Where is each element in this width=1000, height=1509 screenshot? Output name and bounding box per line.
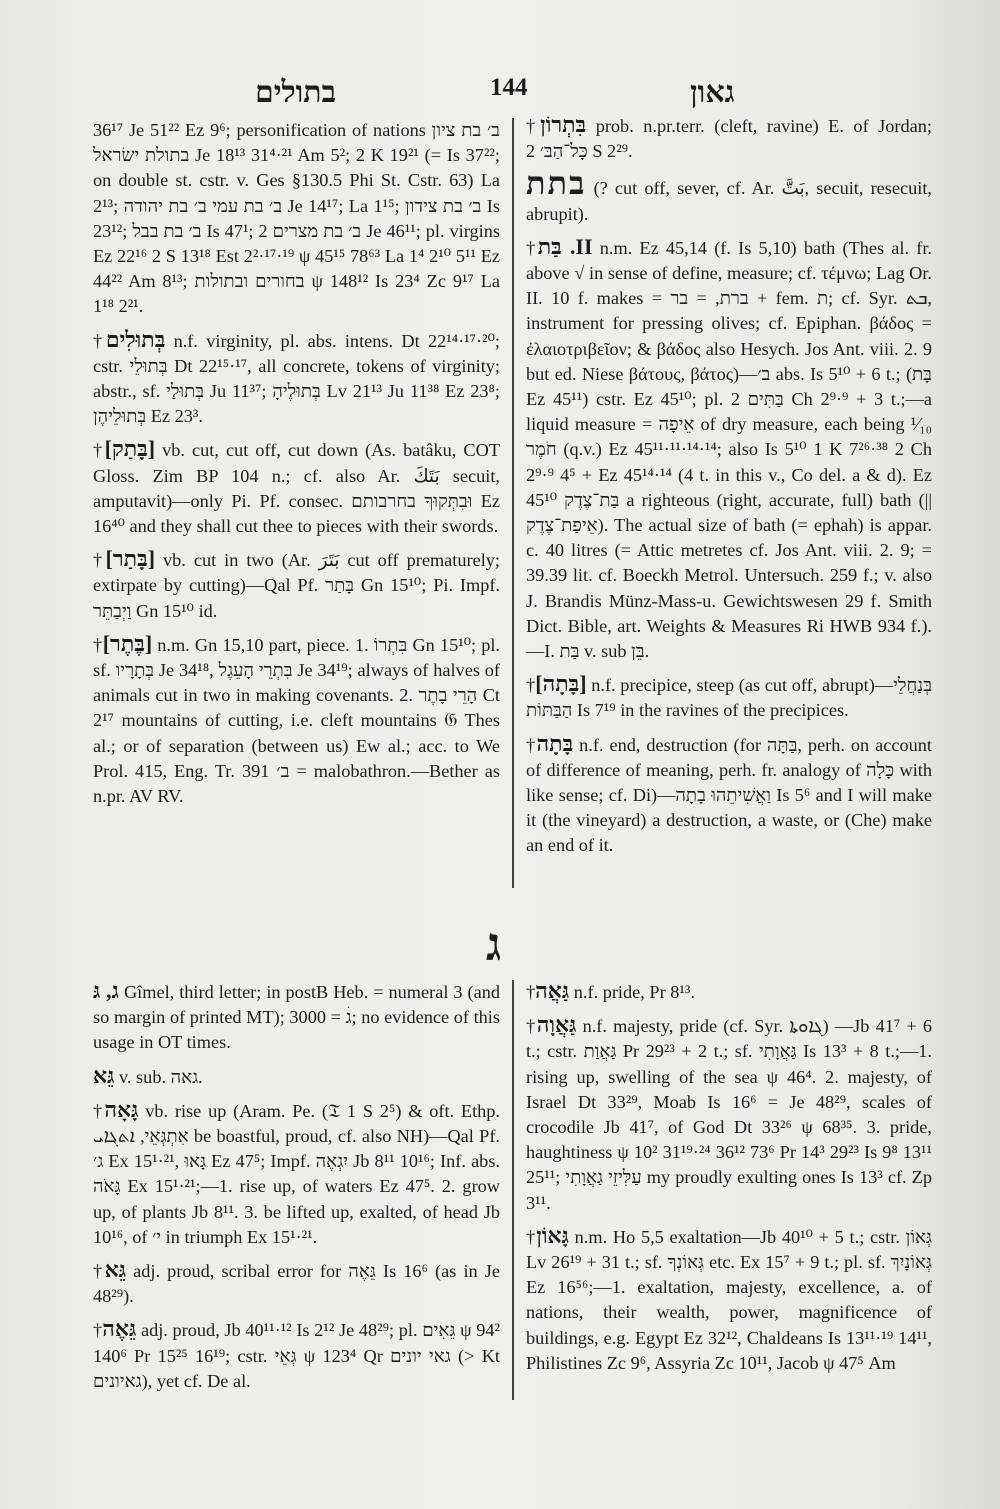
entry-text: v. sub. גאה. bbox=[118, 1066, 203, 1087]
dagger: † bbox=[526, 1016, 537, 1037]
entry bbox=[93, 546, 500, 624]
entry bbox=[93, 631, 500, 809]
entry-headword: [בָּתַר] bbox=[105, 546, 156, 572]
entry-headword: בָּתָה bbox=[536, 730, 574, 756]
dagger: † bbox=[93, 330, 106, 351]
entry-headword: גַּאֲוָה bbox=[536, 1012, 577, 1038]
entry bbox=[93, 1063, 500, 1090]
dagger: † bbox=[93, 1320, 103, 1341]
entry-text: n.f. precipice, steep (as cut off, abrupt)—בְּנַחֲלֵי הַבַּתּוֹת Is 7¹⁹ in the ravines of the precipices. bbox=[526, 675, 933, 721]
entry-text: 36¹⁷ Je 51²² Ez 9⁶; personification of nations ב׳ בת ציון בתולת ישׂראל Je 18¹³ 31⁴·²¹ Am 5²; 2 K 19²¹ (= Is 37²²; on double st. cstr. v. Ges §130.5 Phi St. Cstr. 63) La 2¹³; ב׳ בת עמי ב׳ בת יהודה Je 14¹⁷; La 1¹⁵; ב׳ בת צידון Is 23¹²; ב׳ בת בבל Is 47¹; ב׳ בת מצרים 2 Je 46¹¹; pl. virgins Ez 22¹⁶ 2 S 13¹⁸ Est 2²·¹⁷·¹⁹ ψ 45¹⁵ 78⁶³ La 1⁴ 2¹⁰ 5¹¹ Ez 44²² Am 8¹³; בחורים ובתולות ψ 148¹² Is 23⁴ Zc 9¹⁷ La 1¹⁸ 2²¹. bbox=[93, 120, 500, 317]
page-header bbox=[90, 64, 920, 114]
entry bbox=[93, 1097, 500, 1250]
page-number: 144 bbox=[490, 74, 528, 101]
entry-text: (? cut off, sever, cf. Ar. بَتَّ, secuit, resecuit, abrupit). bbox=[526, 178, 933, 224]
entry-text: vb. cut, cut off, cut down (As. batâku, COT Gloss. Zim BP 104 n.; cf. also Ar. بَتَكَ secuit, amputavit)—only Pi. Pf. consec. וּבִתְּקוּךָ בחרבותם Ez 16⁴⁰ and they shall cut thee to pieces with their swords. bbox=[93, 440, 500, 537]
header-right-word: גאון bbox=[690, 76, 735, 109]
dagger: † bbox=[526, 982, 536, 1002]
entry-headword: ג, גּ bbox=[93, 978, 119, 1003]
entry-text: vb. cut in two (Ar. بَتَرَ cut off prematurely; extirpate by cutting)—Qal Pf. בָּתַר Gn 15¹⁰; Pi. Impf. וַיְבַתֵּר Gn 15¹⁰ id. bbox=[93, 550, 501, 621]
entry bbox=[93, 1316, 500, 1394]
entry-headword: [בָּתָה] bbox=[535, 671, 587, 697]
entry-text: n.m. Gn 15,10 part, piece. 1. בִּתְרוֹ Gn 15¹⁰; pl. sf. בְּתָרָיו Je 34¹⁸, בִּתְרֵי הָעֵגֶל Je 34¹⁹; always of halves of animals cut in two in making covenants. 2. הָרֵי בָתֶר Ct 2¹⁷ mountains of cutting, i.e. cleft mountains 𝔊 Thes al.; or of separation (between us) Ew al.; acc. to We Prol. 415, Eng. Tr. 391 ב׳ = malobathron.—Bether as n.pr. AV RV. bbox=[93, 634, 501, 807]
entry-headword: גַּאֲה bbox=[535, 978, 570, 1003]
dagger: † bbox=[93, 1100, 105, 1121]
entry-text: n.m. Ez 45,14 (f. Is 5,10) bath (Thes al. fr. above √ in sense of define, measure; cf. τέμνω; Lag Or. II. 10 f. makes = ברת, = בר + fem. ת; cf. Syr. ܒܬ, instrument for pressing olives; cf. Epiphan. βάδος = ἐλαιοτριβεῖον; & βάδος also Hesych. Jos Ant. viii. 2. 9 but ed. Niese βάτους, βάτος)—ב׳ abs. Is 5¹⁰ + 6 t.; (בָּת Ez 45¹¹) cstr. Ez 45¹⁰; pl. בַּתִּים 2 Ch 2⁹·⁹ + 3 t.;—a liquid measure = אֵיפָה of dry measure, each being ¹⁄₁₀ חֹמֶר (q.v.) Ez 45¹¹·¹¹·¹⁴·¹⁴; also Is 5¹⁰ 1 K 7²⁶·³⁸ 2 Ch 2⁹·⁹ 4⁵ + Ez 45¹⁴·¹⁴ (4 t. in this v., Co del. a & d). Ez 45¹⁰ בַּת־צֶדֶק a righteous (right, accurate, full) bath (|| אֵיפַת־צֶדֶק). The actual size of bath (= ephah) is appar. c. 40 litres (= Attic metretes cf. Jos Ant. viii. 2. 9; = 39.39 lit. cf. Boeckh Metrol. Untersuch. 259 f.; v. also J. Brandis Münz-Mass-u. Gewichtswesen 29 f. Smith Dict. Bible, art. Weights & Measures Ri HWB 934 f.).—I. בַּת v. sub בֵּן. bbox=[526, 237, 932, 662]
entry-headword: גֵּא bbox=[104, 1257, 127, 1283]
entry-text: n.f. virginity, pl. abs. intens. Dt 22¹⁴·¹⁷·²⁰; cstr. בְּתוּלֵי Dt 22¹⁵·¹⁷, all concrete, tokens of virginity; abstr., sf. בְּתוּלַי Ju 11³⁷; בְּתוּלֶיהָ Lv 21¹³ Ju 11³⁸ Ez 23⁸; בְּתוּלֵיהֶן Ez 23³. bbox=[93, 330, 500, 427]
section-letter-gimel: ג bbox=[486, 919, 502, 970]
right-column-bottom bbox=[526, 978, 932, 1383]
column-divider-top bbox=[512, 118, 514, 888]
entry bbox=[93, 436, 500, 539]
entry-text: n.f. end, destruction (for בַּתָּה, perh. on account of difference of meaning, perh. fr. analogy of כָּלָה with like sense; cf. Di)—וַאֲשִׁיתֵהוּ בָתָה Is 5⁶ and I will make it (the vineyard) a destruction, a waste, or (Che) make an end of it. bbox=[526, 734, 932, 856]
entry-text: n.f. majesty, pride (cf. Syr. ܓܐܘܬܐ) —Jb 41⁷ + 6 t.; cstr. גַּאֲוַת Pr 29²³ + 2 t.; sf. גַּאֲוָתִי Is 13³ + 8 t.;—1. rising up, swelling of the sea ψ 46⁴. 2. majesty, of Israel Dt 33²⁹, Moab Is 16⁶ = Je 48²⁹, scales of crocodile Jb 41⁷, of God Dt 33²⁶ ψ 68³⁵. 3. pride, haughtiness ψ 10² 31¹⁹·²⁴ 36¹² 73⁶ Pr 14³ 29²³ Is 9⁸ 13¹¹ 25¹¹; עַלִּיזֵי גַאֲוָתִי my proudly exulting ones Is 13³ cf. Zp 3¹¹. bbox=[526, 1016, 933, 1213]
header-left-word: בתולים bbox=[255, 76, 337, 109]
entry bbox=[93, 1257, 500, 1309]
entry bbox=[93, 978, 500, 1056]
entry-text: n.f. pride, Pr 8¹³. bbox=[573, 982, 695, 1002]
entry-headword: בִּתְרוֹן bbox=[540, 112, 587, 137]
dagger: † bbox=[526, 1226, 537, 1247]
column-divider-bottom bbox=[512, 980, 514, 1400]
entry-headword: גֵּא bbox=[93, 1062, 115, 1088]
entry-text: Gîmel, third letter; in postB Heb. = numeral 3 (and so margin of printed MT); גׄ = 3000; no evidence of this usage in OT times. bbox=[93, 982, 501, 1053]
entry-text: prob. n.pr.terr. (cleft, ravine) E. of Jordan; כָּל־הַבּ׳ 2 S 2²⁹. bbox=[526, 116, 932, 162]
dagger: † bbox=[93, 634, 103, 655]
entry-text: adj. proud, scribal error for גֵּאֶה Is 16⁶ (as in Je 48²⁹). bbox=[93, 1261, 501, 1307]
dagger: † bbox=[526, 675, 536, 696]
entry bbox=[526, 165, 933, 226]
left-column-bottom bbox=[93, 978, 500, 1401]
entry-text: vb. rise up (Aram. Pe. (𝔗 1 S 2⁵) & oft. Ethp. אִתְגְּאֵי, ܐܬܓܐܝ be boastful, proud, cf. also NH)—Qal Pf. ג׳ Ex 15¹·²¹, גָּאוּ Ez 47⁵; Impf. יִגְאֶה Jb 8¹¹ 10¹⁶; Inf. abs. גָּאֹה Ex 15¹·²¹;—1. rise up, of waters Ez 47⁵. 2. grow up, of plants Jb 8¹¹. 3. be lifted up, exalted, of head Jb 10¹⁶, of י׳ in triumph Ex 15¹·²¹. bbox=[93, 1100, 501, 1247]
root-headword: בתת bbox=[526, 165, 587, 202]
entry-headword: [בָּתַק] bbox=[104, 436, 156, 462]
dagger: † bbox=[526, 237, 538, 258]
left-column-top bbox=[93, 118, 500, 816]
entry bbox=[93, 327, 500, 430]
dagger: † bbox=[526, 734, 537, 755]
dagger: † bbox=[93, 550, 106, 571]
entry-headword: גָּאָה bbox=[104, 1096, 139, 1122]
entry-headword: גָּאוֹן bbox=[536, 1222, 569, 1248]
entry bbox=[526, 234, 932, 664]
entry-headword: גֵּאֶה bbox=[102, 1316, 137, 1342]
entry-text: n.m. Ho 5,5 exaltation—Jb 40¹⁰ + 5 t.; cstr. גְּאוֹן Lv 26¹⁹ + 31 t.; sf. גְּאוֹנְךָ etc. Ex 15⁷ + 9 t.; pl. sf. גְּאוֹנָיִךְ Ez 16⁵⁶;—1. exaltation, majesty, excellence, a. of nations, their wealth, power, magnificence of buildings, e.g. Egypt Ez 32¹², Chaldeans Is 13¹¹·¹⁹ 14¹¹, Philistines Zc 9⁶, Assyria Zc 10¹¹, Jacob ψ 47⁵ Am bbox=[526, 1226, 933, 1373]
entry bbox=[526, 1012, 932, 1216]
entry bbox=[526, 978, 932, 1005]
entry bbox=[526, 671, 932, 723]
entry-headword: [בֶּתֶר] bbox=[102, 630, 153, 656]
dagger: † bbox=[93, 440, 105, 461]
entry bbox=[526, 112, 932, 164]
dagger: † bbox=[526, 116, 541, 136]
right-column-top bbox=[526, 112, 932, 866]
entry bbox=[526, 1223, 932, 1376]
entry bbox=[526, 731, 932, 859]
dagger: † bbox=[93, 1261, 105, 1282]
entry-headword: בְּתוּלִים bbox=[105, 326, 166, 352]
entry-text: adj. proud, Jb 40¹¹·¹² Is 2¹² Je 48²⁹; pl. גֵּאִים ψ 94² 140⁶ Pr 15²⁵ 16¹⁹; cstr. גְּאֵי ψ 123⁴ Qr גאי יונים (> Kt גאיונים), yet cf. De al. bbox=[93, 1320, 501, 1391]
continued-entry bbox=[93, 118, 500, 320]
entry-headword: II. בַּת bbox=[537, 233, 593, 259]
